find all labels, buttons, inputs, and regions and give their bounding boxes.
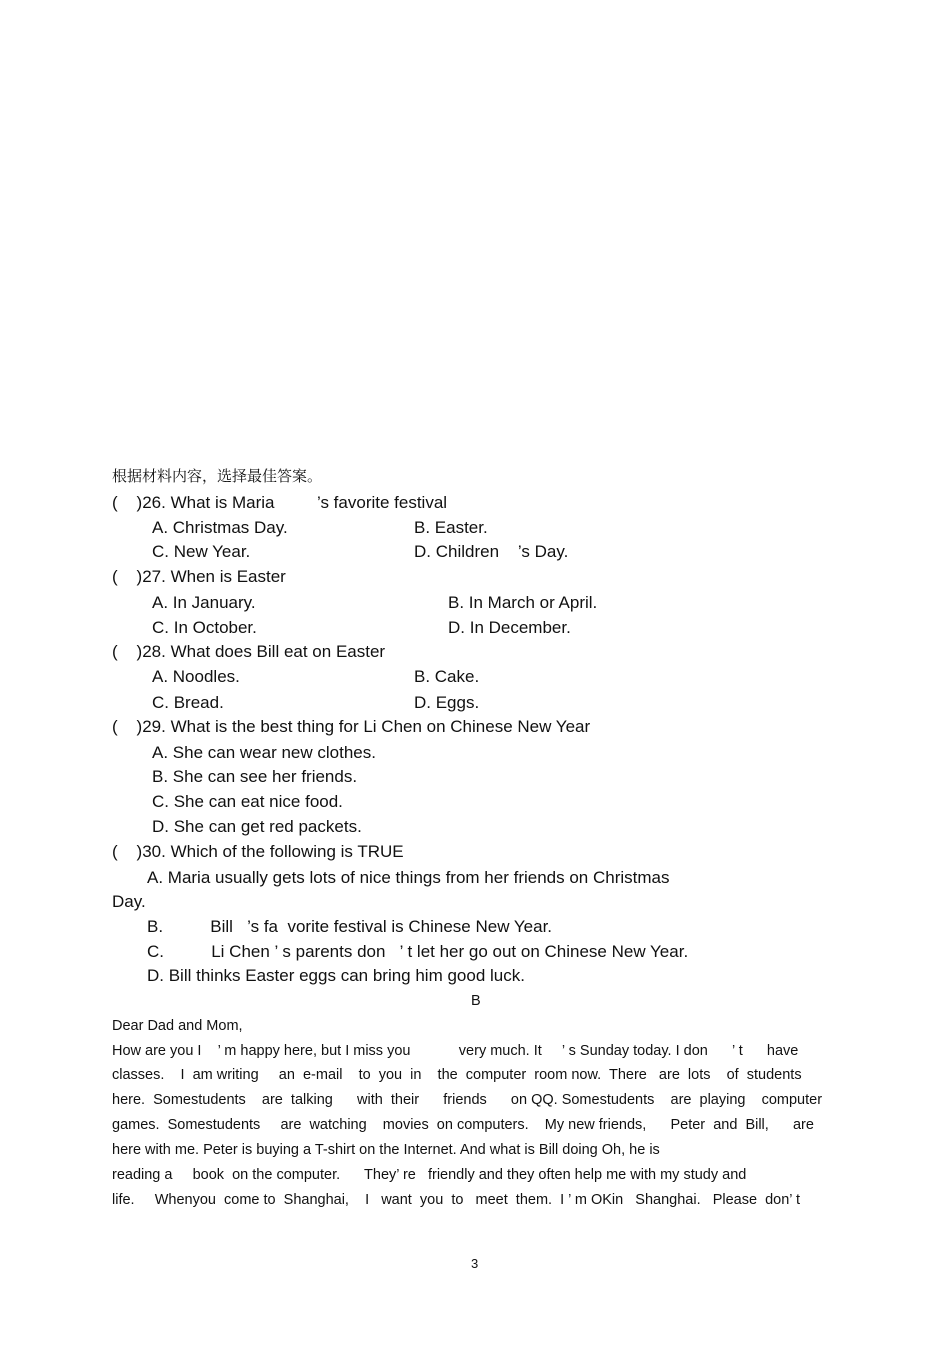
question-28-option-c: C. Bread.	[152, 693, 224, 712]
letter-line-5: here with me. Peter is buying a T-shirt on the Internet. And what is Bill doing Oh, he is	[112, 1142, 660, 1158]
question-28-option-d: D. Eggs.	[414, 693, 480, 712]
question-28-option-a: A. Noodles.	[152, 667, 240, 686]
question-27-option-c: C. In October.	[152, 618, 257, 637]
question-30-option-a: A. Maria usually gets lots of nice things from her friends on Christmas	[147, 868, 670, 887]
question-26-stem: ( )26. What is Maria ’s favorite festival	[112, 493, 448, 512]
question-29-option-d: D. She can get red packets.	[152, 817, 362, 836]
question-26-option-a: A. Christmas Day.	[152, 518, 288, 537]
question-30-option-d: D. Bill thinks Easter eggs can bring him good luck.	[147, 966, 525, 985]
question-30-stem: ( )30. Which of the following is TRUE	[112, 842, 404, 861]
letter-line-2: classes. I am writing an e-mail to you in the computer room now. There are lots of students	[112, 1067, 802, 1083]
question-28-option-b: B. Cake.	[414, 667, 480, 686]
question-29-option-c: C. She can eat nice food.	[152, 792, 343, 811]
question-30-option-b: B. Bill ’s fa vorite festival is Chinese New Year.	[147, 917, 553, 936]
letter-line-4: games. Somestudents are watching movies on computers. My new friends, Peter and Bill, are	[112, 1117, 814, 1133]
letter-line-1: How are you I ’ m happy here, but I miss you very much. It ’ s Sunday today. I don ’ t have	[112, 1043, 799, 1059]
question-27-option-d: D. In December.	[448, 618, 571, 637]
question-27-option-a: A. In January.	[152, 593, 256, 612]
question-26-option-d: D. Children ’s Day.	[414, 542, 569, 561]
letter-line-3: here. Somestudents are talking with their friends on QQ. Somestudents are playing computer	[112, 1092, 823, 1108]
question-27-option-b: B. In March or April.	[448, 593, 598, 612]
question-29-option-a: A. She can wear new clothes.	[152, 743, 376, 762]
letter-line-7: life. Whenyou come to Shanghai, I want you to meet them. I ’ m OKin Shanghai. Please don’ t	[112, 1192, 801, 1208]
question-26-option-b: B. Easter.	[414, 518, 488, 537]
question-30-option-a-continued: Day.	[112, 892, 146, 911]
question-29-option-b: B. She can see her friends.	[152, 767, 358, 786]
question-28-stem: ( )28. What does Bill eat on Easter	[112, 642, 386, 661]
question-29-stem: ( )29. What is the best thing for Li Chen on Chinese New Year	[112, 717, 591, 736]
question-27-stem: ( )27. When is Easter	[112, 567, 286, 586]
section-b-heading: B	[471, 993, 481, 1009]
page-number: 3	[471, 1256, 479, 1271]
instruction-text: 根据材料内容，选择最佳答案。	[112, 467, 323, 485]
letter-line-6: reading a book on the computer. They’ re friendly and they often help me with my study and	[112, 1167, 747, 1183]
question-26-option-c: C. New Year.	[152, 542, 251, 561]
question-30-option-c: C. Li Chen ’ s parents don ’ t let her go out on Chinese New Year.	[147, 942, 689, 961]
letter-salutation: Dear Dad and Mom,	[112, 1018, 243, 1034]
